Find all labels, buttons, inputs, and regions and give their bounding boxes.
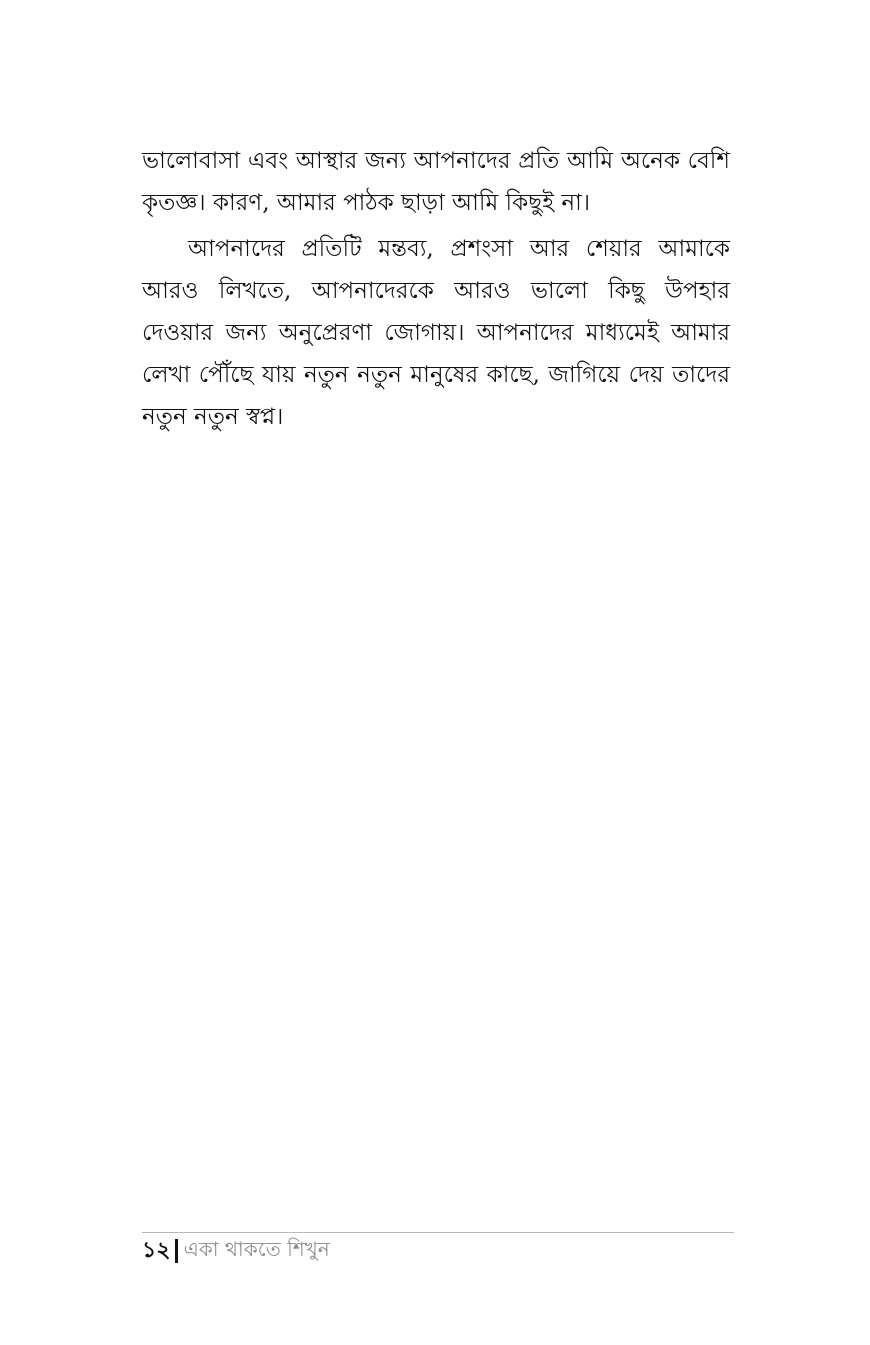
running-book-title: একা থাকতে শিখুন — [183, 1236, 330, 1261]
page-body — [142, 140, 730, 438]
footer-divider — [142, 1232, 734, 1233]
page-number: ১২ — [142, 1237, 171, 1263]
body-paragraph-1: ভালোবাসা এবং আস্থার জন্য আপনাদের প্রতি আমি অনেক বেশি কৃতজ্ঞ। কারণ, আমার পাঠক ছাড়া আমি কিছুই না। — [142, 148, 730, 216]
footer-separator-bar — [175, 1239, 178, 1263]
page-footer — [142, 1236, 330, 1266]
body-paragraph-2: আপনাদের প্রতিটি মন্তব্য, প্রশংসা আর শেয়ার আমাকে আরও লিখতে, আপনাদেরকে আরও ভালো কিছু উপহার দেওয়ার জন্য অনুপ্রেরণা জোগায়। আপনাদের মাধ্যমেই আমার লেখা পৌঁছে যায় নতুন নতুন মানুষের কাছে, জাগিয়ে দেয় তাদের নতুন নতুন স্বপ্ন। — [142, 236, 730, 430]
